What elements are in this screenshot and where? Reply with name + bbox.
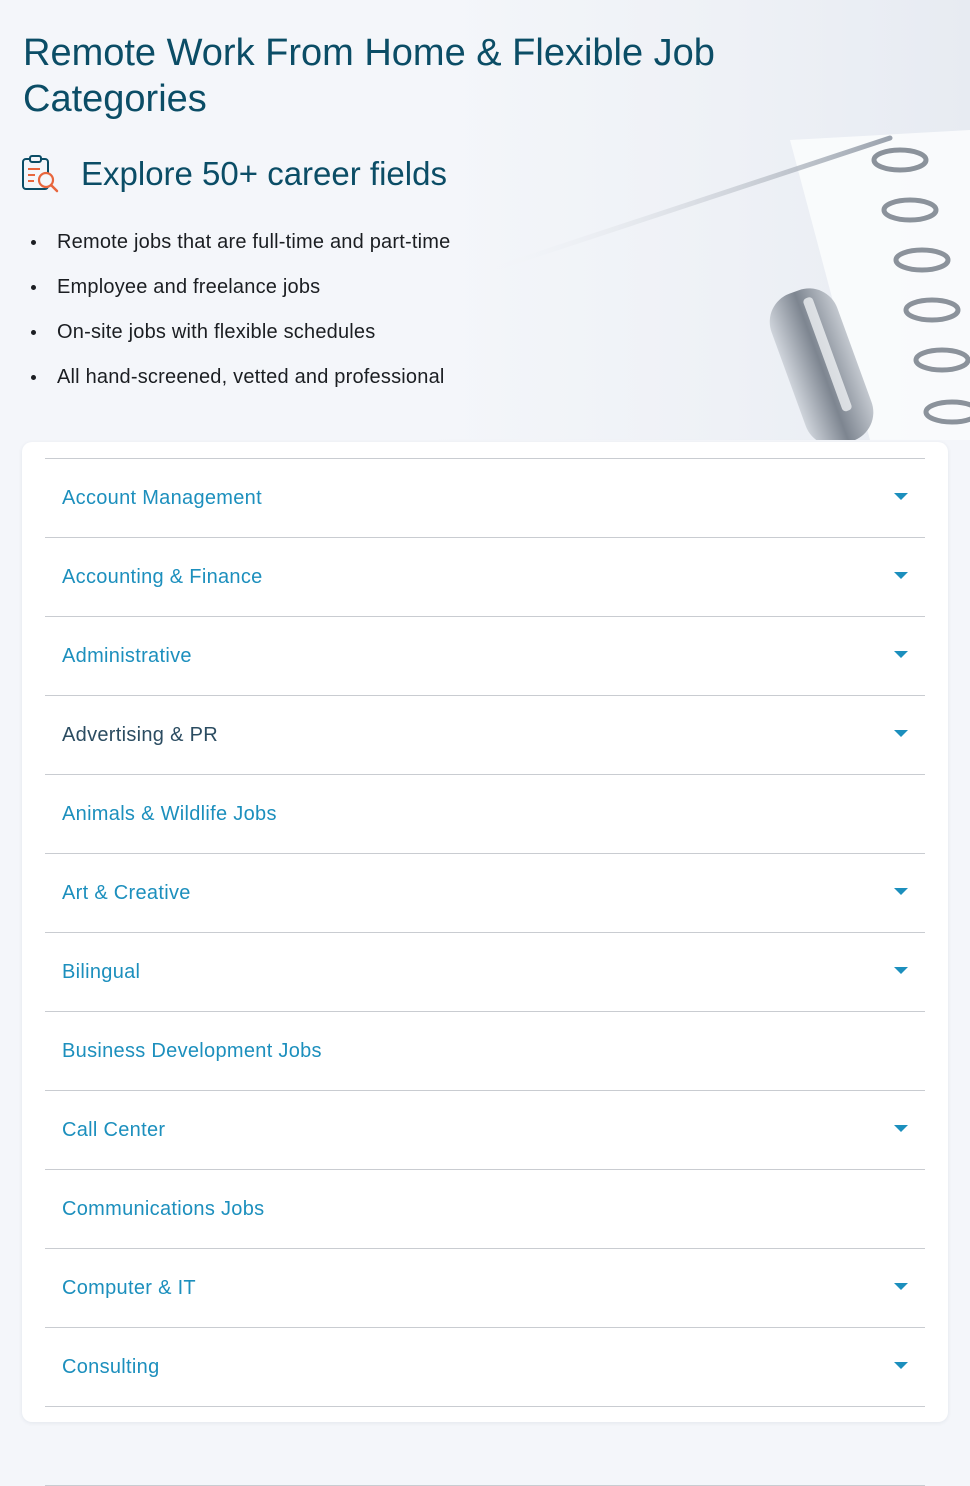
category-item-consulting[interactable] bbox=[45, 1328, 925, 1407]
category-label[interactable]: Bilingual bbox=[62, 960, 141, 983]
category-item-bilingual[interactable] bbox=[45, 933, 925, 1012]
category-label[interactable]: Accounting & Finance bbox=[62, 565, 263, 588]
page-title: Remote Work From Home & Flexible Job Categories bbox=[23, 32, 715, 120]
caret-down-icon[interactable] bbox=[894, 651, 908, 658]
explore-heading-row bbox=[21, 150, 447, 198]
caret-down-icon[interactable] bbox=[894, 1362, 908, 1369]
category-item-communications[interactable] bbox=[45, 1170, 925, 1249]
category-label[interactable]: Communications Jobs bbox=[62, 1197, 265, 1220]
feature-list bbox=[25, 222, 450, 402]
category-item-administrative[interactable] bbox=[45, 617, 925, 696]
feature-item: On-site jobs with flexible schedules bbox=[25, 312, 450, 357]
category-label[interactable]: Administrative bbox=[62, 644, 192, 667]
category-item-business-development[interactable] bbox=[45, 1012, 925, 1091]
category-item-account-management[interactable] bbox=[45, 459, 925, 538]
category-item-accounting-finance[interactable] bbox=[45, 538, 925, 617]
clipboard-search-icon bbox=[21, 154, 59, 194]
category-label[interactable]: Account Management bbox=[62, 486, 262, 509]
category-list bbox=[45, 458, 925, 1486]
notebook-pen-illustration bbox=[470, 120, 970, 440]
feature-item: Remote jobs that are full-time and part-time bbox=[25, 222, 450, 267]
category-label[interactable]: Animals & Wildlife Jobs bbox=[62, 802, 277, 825]
caret-down-icon[interactable] bbox=[894, 1125, 908, 1132]
explore-subtitle: Explore 50+ career fields bbox=[81, 155, 447, 192]
category-label[interactable]: Advertising & PR bbox=[62, 723, 218, 746]
caret-down-icon[interactable] bbox=[894, 1283, 908, 1290]
category-item-call-center[interactable] bbox=[45, 1091, 925, 1170]
category-label[interactable]: Business Development Jobs bbox=[62, 1039, 322, 1062]
caret-down-icon[interactable] bbox=[894, 888, 908, 895]
caret-down-icon[interactable] bbox=[894, 493, 908, 500]
feature-item: Employee and freelance jobs bbox=[25, 267, 450, 312]
categories-card bbox=[22, 442, 948, 1422]
hero-section bbox=[0, 0, 970, 440]
category-label[interactable]: Computer & IT bbox=[62, 1276, 196, 1299]
feature-item: All hand-screened, vetted and professional bbox=[25, 357, 450, 402]
caret-down-icon[interactable] bbox=[894, 572, 908, 579]
category-item-advertising-pr[interactable] bbox=[45, 696, 925, 775]
category-label[interactable]: Art & Creative bbox=[62, 881, 191, 904]
caret-down-icon[interactable] bbox=[894, 967, 908, 974]
category-label[interactable]: Consulting bbox=[62, 1355, 160, 1378]
category-item-animals-wildlife[interactable] bbox=[45, 775, 925, 854]
category-item-art-creative[interactable] bbox=[45, 854, 925, 933]
caret-down-icon[interactable] bbox=[894, 730, 908, 737]
category-item-next[interactable] bbox=[45, 1407, 925, 1486]
category-item-computer-it[interactable] bbox=[45, 1249, 925, 1328]
category-label[interactable]: Call Center bbox=[62, 1118, 166, 1141]
